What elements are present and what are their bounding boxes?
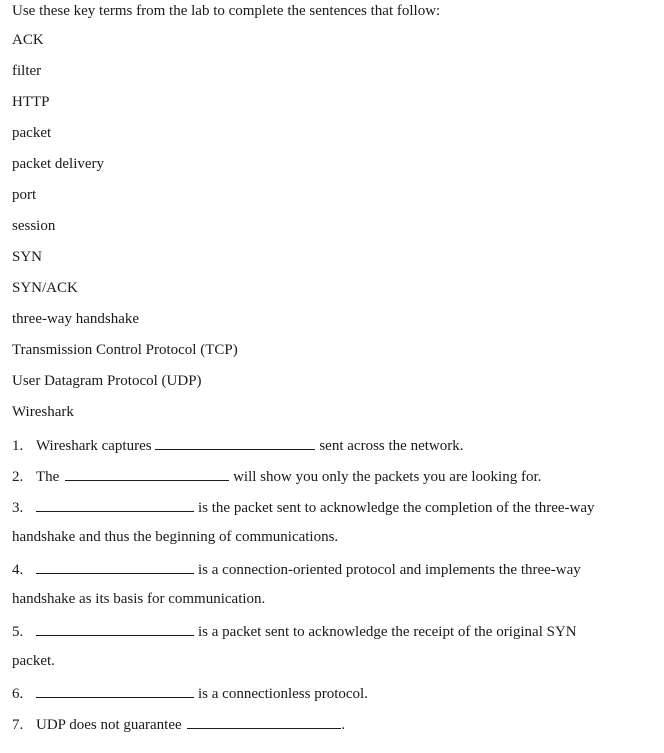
question-text: . bbox=[341, 717, 346, 733]
answer-blank[interactable] bbox=[36, 683, 194, 698]
key-term: HTTP bbox=[12, 94, 50, 110]
question-number: 7. bbox=[12, 717, 24, 733]
key-term: three-way handshake bbox=[12, 311, 140, 327]
question-number: 5. bbox=[12, 624, 24, 640]
answer-blank[interactable] bbox=[36, 559, 194, 574]
key-term: port bbox=[12, 187, 37, 203]
key-term: ACK bbox=[12, 32, 44, 48]
question-5-continued: packet. bbox=[12, 653, 55, 669]
question-text: The bbox=[36, 469, 60, 485]
key-term: SYN/ACK bbox=[12, 280, 78, 296]
fill-in-questions bbox=[12, 435, 652, 745]
answer-blank[interactable] bbox=[155, 435, 315, 450]
question-number: 2. bbox=[12, 469, 24, 485]
key-term: SYN bbox=[12, 249, 43, 265]
answer-blank[interactable] bbox=[187, 714, 341, 729]
question-7 bbox=[12, 714, 652, 745]
key-term: Transmission Control Protocol (TCP) bbox=[12, 342, 238, 358]
answer-blank[interactable] bbox=[36, 621, 194, 636]
question-text: is a connection-oriented protocol and implements the three-way bbox=[198, 562, 581, 578]
question-6 bbox=[12, 683, 652, 714]
question-3 bbox=[12, 497, 652, 528]
question-number: 4. bbox=[12, 562, 24, 578]
question-text: UDP does not guarantee bbox=[36, 717, 182, 733]
question-number: 3. bbox=[12, 500, 24, 516]
question-4-continued: handshake as its basis for communication. bbox=[12, 591, 266, 607]
question-number: 6. bbox=[12, 686, 24, 702]
question-4 bbox=[12, 559, 652, 590]
key-term: filter bbox=[12, 63, 42, 79]
key-term: User Datagram Protocol (UDP) bbox=[12, 373, 202, 389]
key-term: Wireshark bbox=[12, 404, 74, 420]
question-3-continued: handshake and thus the beginning of communications. bbox=[12, 529, 339, 545]
key-term: packet bbox=[12, 125, 52, 141]
question-5 bbox=[12, 621, 652, 652]
question-1 bbox=[12, 435, 652, 466]
question-number: 1. bbox=[12, 438, 24, 454]
key-terms-list bbox=[12, 31, 238, 434]
key-term: packet delivery bbox=[12, 156, 105, 172]
question-text: Wireshark captures bbox=[36, 438, 152, 454]
question-text: sent across the network. bbox=[319, 438, 464, 454]
answer-blank[interactable] bbox=[36, 497, 194, 512]
answer-blank[interactable] bbox=[65, 466, 229, 481]
question-text: is a connectionless protocol. bbox=[198, 686, 368, 702]
question-text: will show you only the packets you are looking for. bbox=[233, 469, 542, 485]
question-text: is a packet sent to acknowledge the receipt of the original SYN bbox=[198, 624, 577, 640]
key-term: session bbox=[12, 218, 56, 234]
question-text: is the packet sent to acknowledge the completion of the three-way bbox=[198, 500, 595, 516]
instructions: Use these key terms from the lab to complete the sentences that follow: bbox=[12, 3, 441, 19]
question-2 bbox=[12, 466, 652, 497]
